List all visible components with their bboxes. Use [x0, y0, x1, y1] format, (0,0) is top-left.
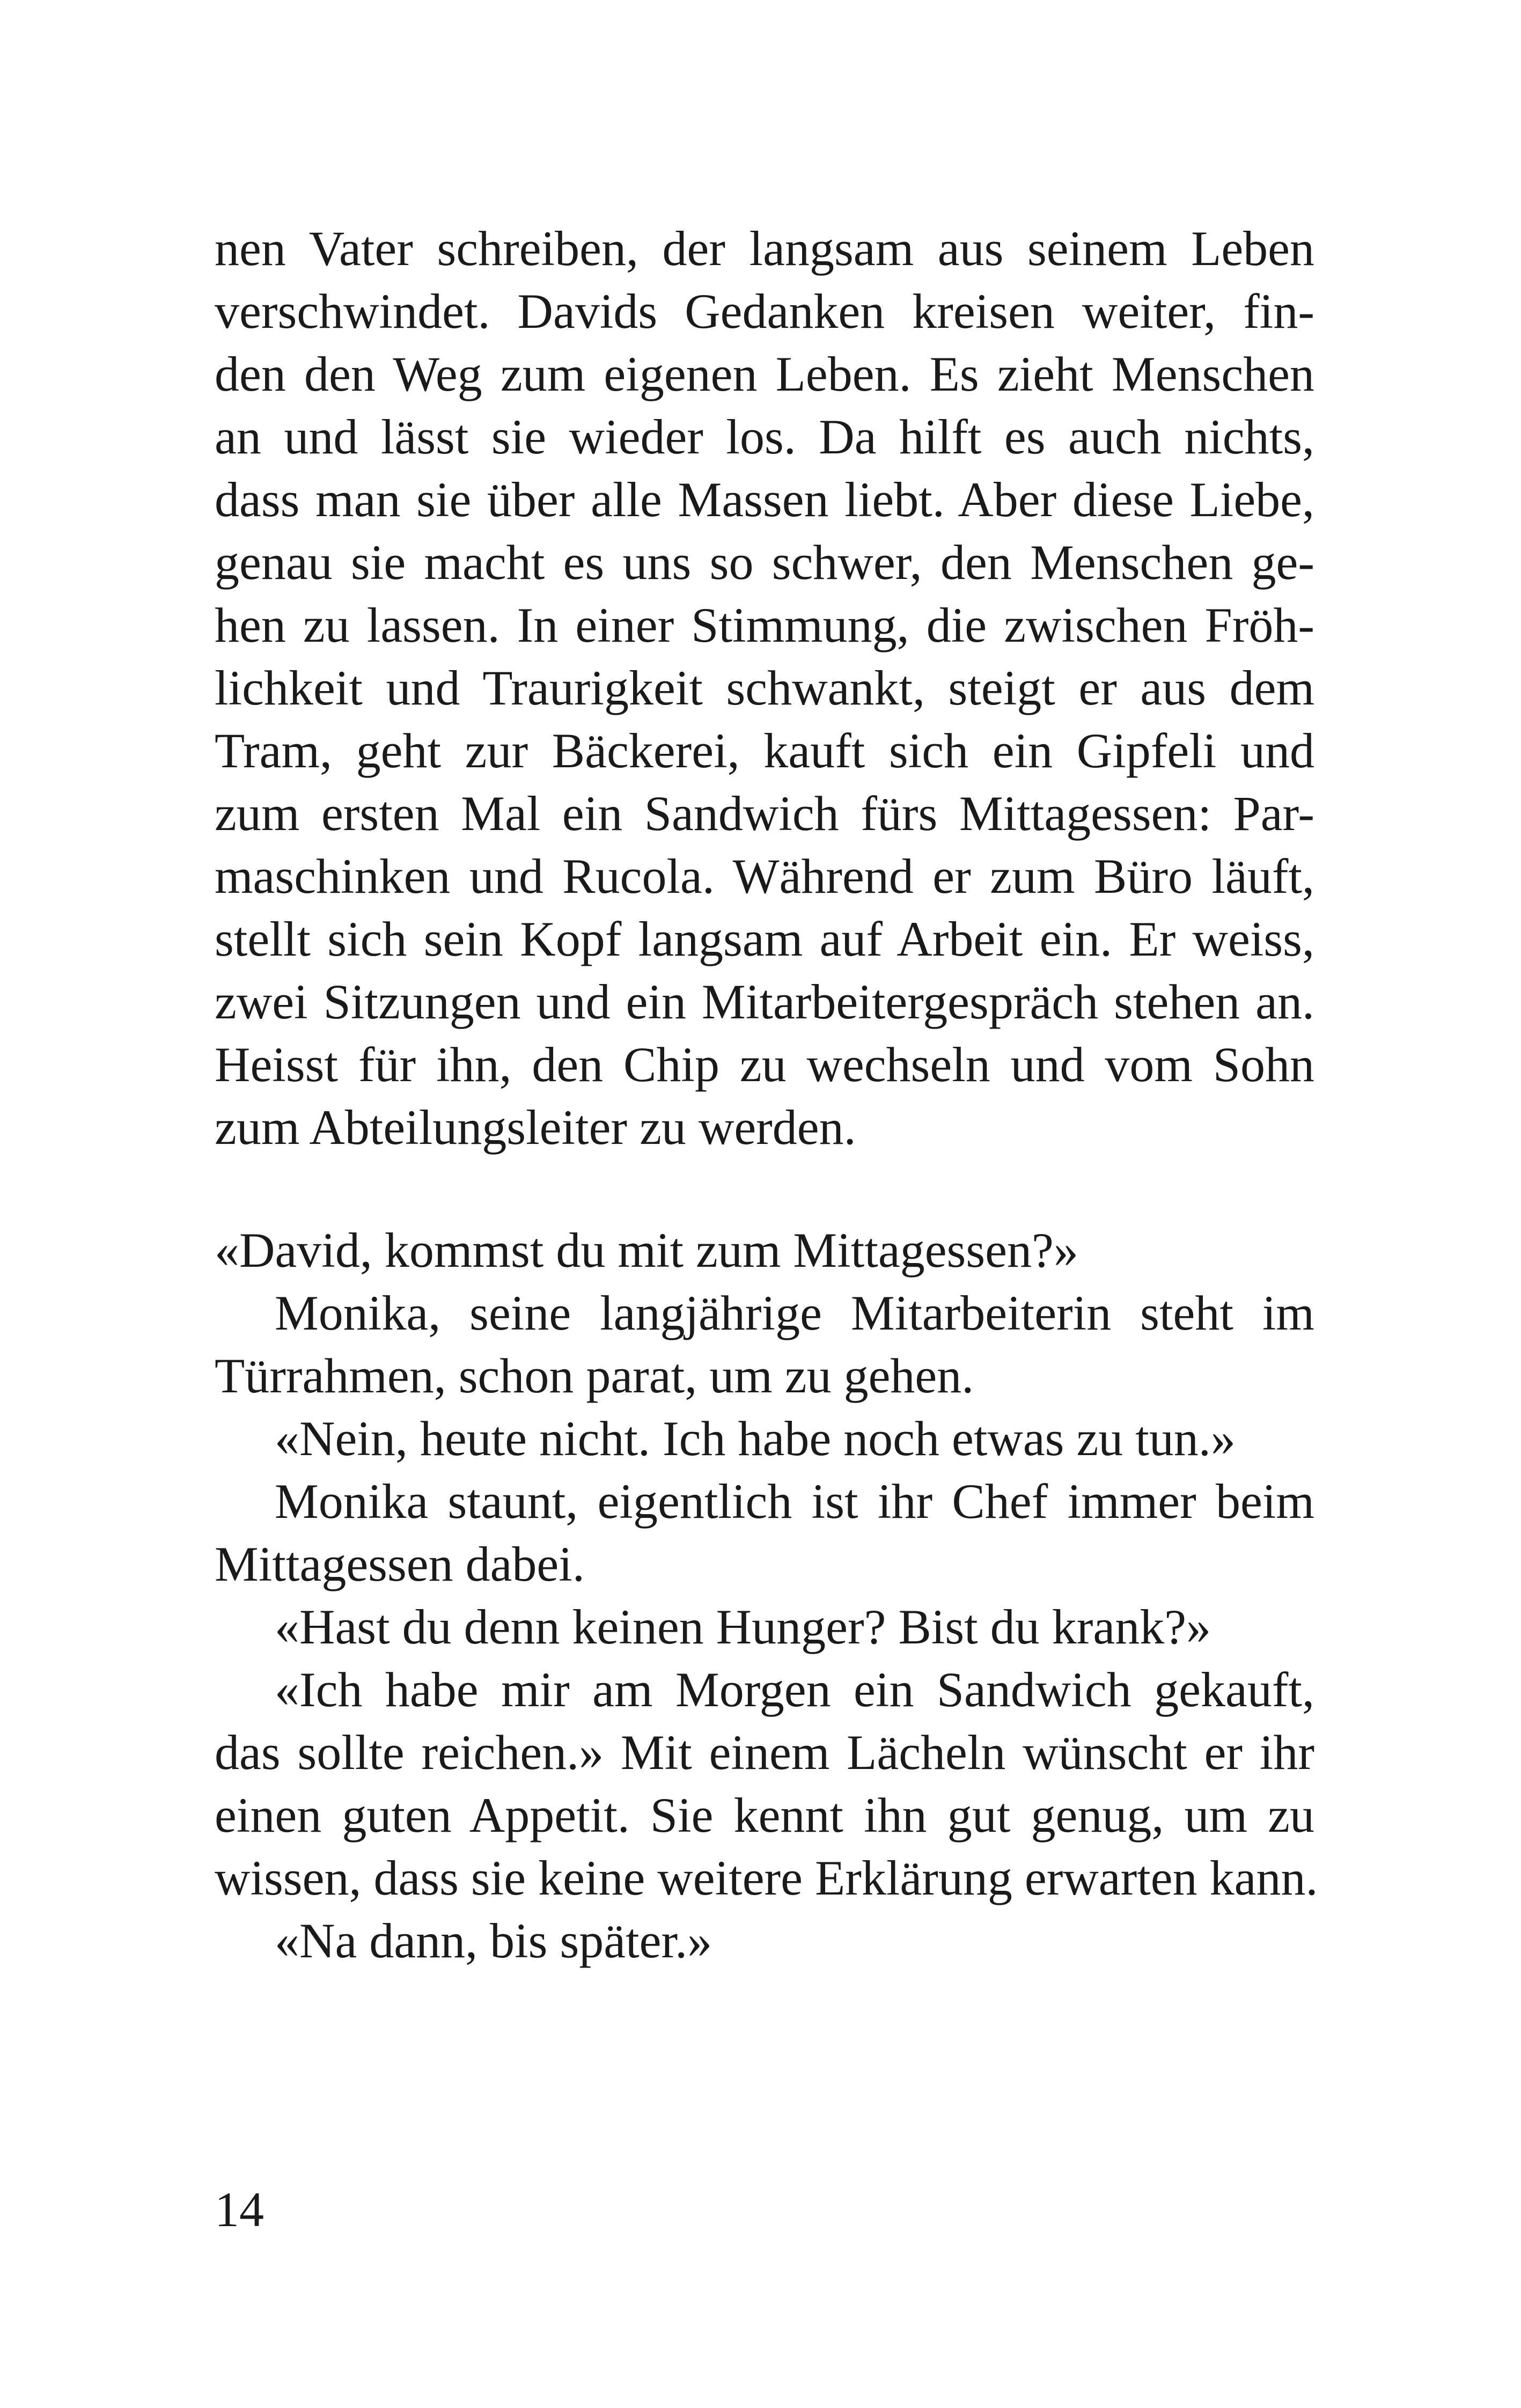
text-line: zwei Sitzungen und ein Mitarbeitergespräch stehen an. — [215, 974, 1314, 1029]
text-line: Türrahmen, schon parat, um zu gehen. — [215, 1348, 974, 1403]
text-line: den den Weg zum eigenen Leben. Es zieht Menschen — [215, 347, 1314, 401]
dialogue-line: «Hast du denn keinen Hunger? Bist du krank?» — [275, 1599, 1211, 1654]
dialogue-line: «Na dann, bis später.» — [275, 1913, 712, 1968]
dialogue-section — [215, 1219, 1318, 1972]
text-line: wissen, dass sie keine weitere Erklärung erwarten kann. — [215, 1851, 1318, 1905]
text-line: hen zu lassen. In einer Stimmung, die zwischen Fröh- — [215, 598, 1314, 652]
text-line: zum ersten Mal ein Sandwich fürs Mittagessen: Par- — [215, 786, 1314, 841]
text-line: nen Vater schreiben, der langsam aus seinem Leben — [215, 221, 1314, 276]
text-line: Monika, seine langjährige Mitarbeiterin steht im — [275, 1286, 1314, 1340]
dialogue-line: «Ich habe mir am Morgen ein Sandwich gekauft, — [275, 1662, 1314, 1717]
text-line: dass man sie über alle Massen liebt. Aber diese Liebe, — [215, 472, 1314, 527]
text-line: verschwindet. Davids Gedanken kreisen weiter, fin- — [215, 284, 1314, 339]
text-line: genau sie macht es uns so schwer, den Menschen ge- — [215, 535, 1314, 590]
text-line: Heisst für ihn, den Chip zu wechseln und vom Sohn — [215, 1037, 1314, 1092]
text-line: lichkeit und Traurigkeit schwankt, steigt er aus dem — [215, 660, 1314, 715]
text-line: einen guten Appetit. Sie kennt ihn gut genug, um zu — [215, 1788, 1314, 1842]
text-line: Tram, geht zur Bäckerei, kauft sich ein Gipfeli und — [215, 723, 1314, 778]
text-line: Mittagessen dabei. — [215, 1537, 585, 1591]
dialogue-line: «Nein, heute nicht. Ich habe noch etwas zu tun.» — [275, 1411, 1236, 1466]
text-line: das sollte reichen.» Mit einem Lächeln wünscht er ihr — [215, 1725, 1314, 1780]
text-line: an und lässt sie wieder los. Da hilft es auch nichts, — [215, 409, 1314, 464]
text-line: zum Abteilungsleiter zu werden. — [215, 1100, 856, 1155]
page-number: 14 — [215, 2182, 264, 2237]
paragraph-narrative — [215, 217, 1314, 1159]
dialogue-line: «David, kommst du mit zum Mittagessen?» — [215, 1223, 1078, 1278]
text-line: Monika staunt, eigentlich ist ihr Chef immer beim — [275, 1474, 1314, 1529]
text-line: maschinken und Rucola. Während er zum Büro läuft, — [215, 849, 1314, 904]
text-line: stellt sich sein Kopf langsam auf Arbeit ein. Er weiss, — [215, 912, 1314, 966]
